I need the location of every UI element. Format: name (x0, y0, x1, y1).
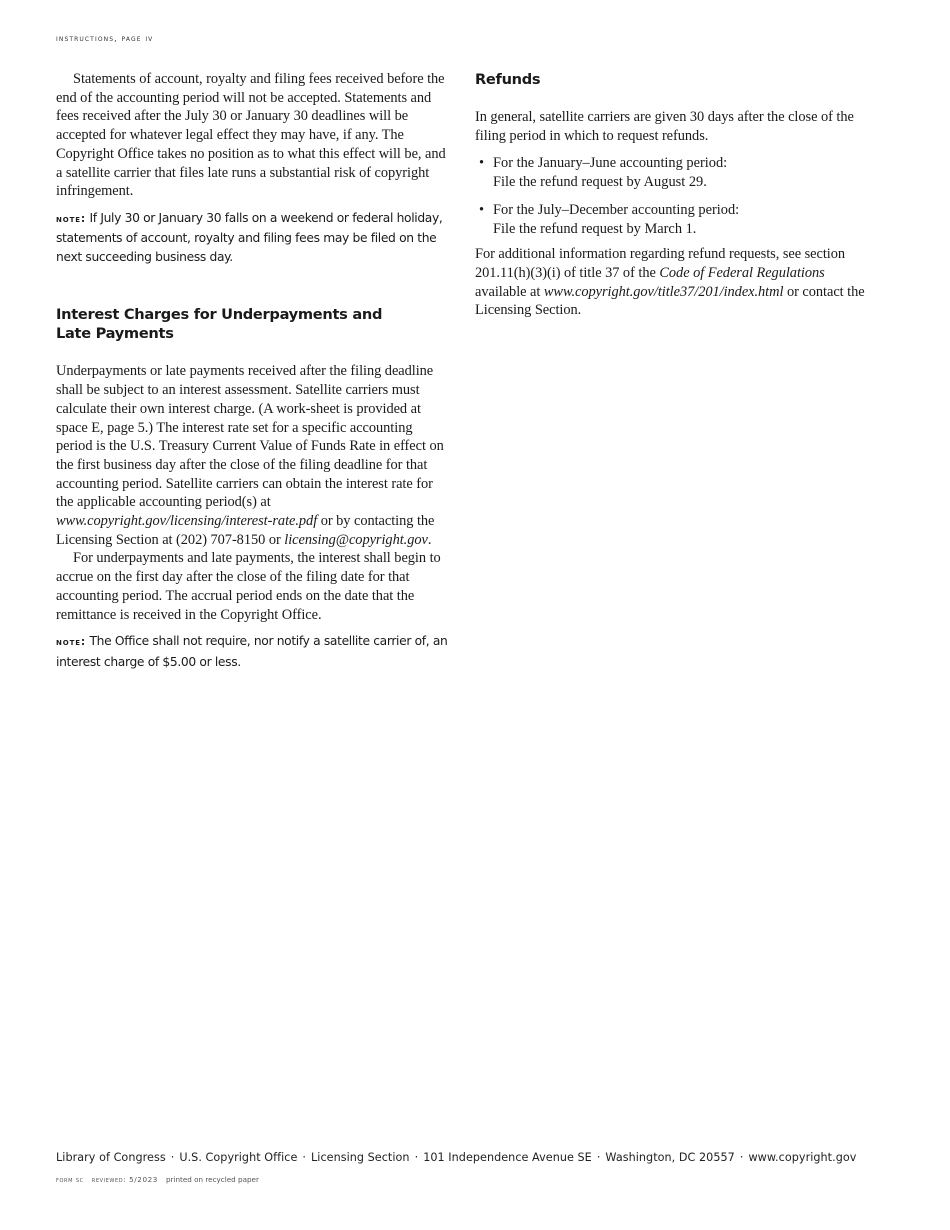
para-text: or by contacting the Licensing Section at (202) 707-8150 or (56, 513, 435, 548)
form-number: form sc (56, 1175, 84, 1184)
recycled-note: printed on recycled paper (165, 1175, 259, 1184)
heading-line-2: Late Payments (56, 325, 174, 343)
licensing-email-link[interactable]: licensing@copyright.gov (284, 531, 428, 548)
cfr-title: Code of Federal Regulations (659, 264, 825, 281)
bullet-line-2: File the refund request by March 1. (493, 220, 697, 237)
para-text: For additional information regarding refund requests, see section 201.11(h)(3)(i) of title 37 of the (475, 246, 846, 281)
list-item (475, 201, 870, 238)
note-text: If July 30 or January 30 falls on a weekend or federal holiday, statements of account, royalty and filing fees may be filed on the next succeeding business day. (56, 210, 443, 264)
bullet-icon: • (479, 201, 485, 218)
bullet-line-2: File the refund request by August 29. (493, 174, 707, 191)
filing-deadline-paragraph: Statements of account, royalty and filing fees received before the end of the accounting period will not be accepted. Statements and fees received after the July 30 or January 30 deadlines will be accepted for whatever legal effect they may have, if any. The Copyright Office takes no position as to what this effect will be, and a satellite carrier that files late runs a substantial risk of copyright infringement. (56, 71, 446, 200)
footer-city: Washington, DC 20557 (605, 1151, 735, 1164)
bullet-line-1: For the July–December accounting period: (493, 201, 740, 218)
footer-address (56, 1151, 868, 1164)
bullet-icon: • (479, 155, 485, 172)
weekend-holiday-note (56, 209, 448, 267)
footer-separator: · (170, 1151, 175, 1164)
reviewed-date: reviewed: 5/2023 (91, 1175, 158, 1184)
para-text: or contact the Licensing Section. (475, 283, 865, 319)
heading-line-1: Interest Charges for Underpayments and (56, 306, 383, 324)
left-column (56, 70, 448, 671)
interest-rate-link[interactable]: www.copyright.gov/licensing/interest-rate.pdf (56, 513, 318, 530)
footer-library: Library of Congress (56, 1151, 166, 1164)
running-head: instructions, page iv (56, 33, 154, 43)
right-column (475, 70, 870, 320)
refund-deadline-list (475, 154, 870, 238)
para-text: Underpayments or late payments received after the filing deadline shall be subject to an interest assessment. Satellite carriers must calculate their own interest charge. (A work-sheet is provided at space E, page 5.) The interest rate set for a specific accounting period is the U.S. Treasury Current Value of Funds Rate in effect on the first business day after the close of the filing deadline for that accounting period. Satellite carriers can obtain the interest rate for the applicable accounting period(s) at (56, 363, 444, 511)
accrual-paragraph: For underpayments and late payments, the interest shall begin to accrue on the first day after the close of the filing date for that accounting period. The accrual period ends on the date that the remittance is received in the Copyright Office. (56, 550, 441, 623)
bullet-line-1: For the January–June accounting period: (493, 155, 728, 172)
footer-separator: · (414, 1151, 419, 1164)
para-text: . (427, 531, 432, 548)
five-dollar-note (56, 632, 448, 671)
footer-street: 101 Independence Avenue SE (423, 1151, 592, 1164)
footer-separator: · (596, 1151, 601, 1164)
refunds-heading: Refunds (475, 71, 541, 88)
footer-separator: · (739, 1151, 744, 1164)
list-item (475, 154, 870, 191)
note-label: note: (56, 637, 86, 649)
footer-office: U.S. Copyright Office (179, 1151, 298, 1164)
footer-separator: · (302, 1151, 306, 1164)
note-text: The Office shall not require, nor notify a satellite carrier of, an interest charge of $5.00 or less. (56, 634, 448, 669)
interest-assessment-paragraph (56, 362, 448, 549)
footer-website-link[interactable]: www.copyright.gov (748, 1151, 857, 1164)
title37-link[interactable]: www.copyright.gov/title37/201/index.html (543, 283, 784, 300)
footer-section: Licensing Section (311, 1151, 410, 1164)
para-text: available at (475, 283, 544, 300)
refunds-intro: In general, satellite carriers are given 30 days after the close of the filing period in which to request refunds. (475, 109, 854, 144)
interest-charges-heading (56, 305, 448, 343)
note-label: note: (56, 213, 86, 225)
footer-form-info (56, 1175, 259, 1184)
refunds-more-info (475, 245, 870, 320)
